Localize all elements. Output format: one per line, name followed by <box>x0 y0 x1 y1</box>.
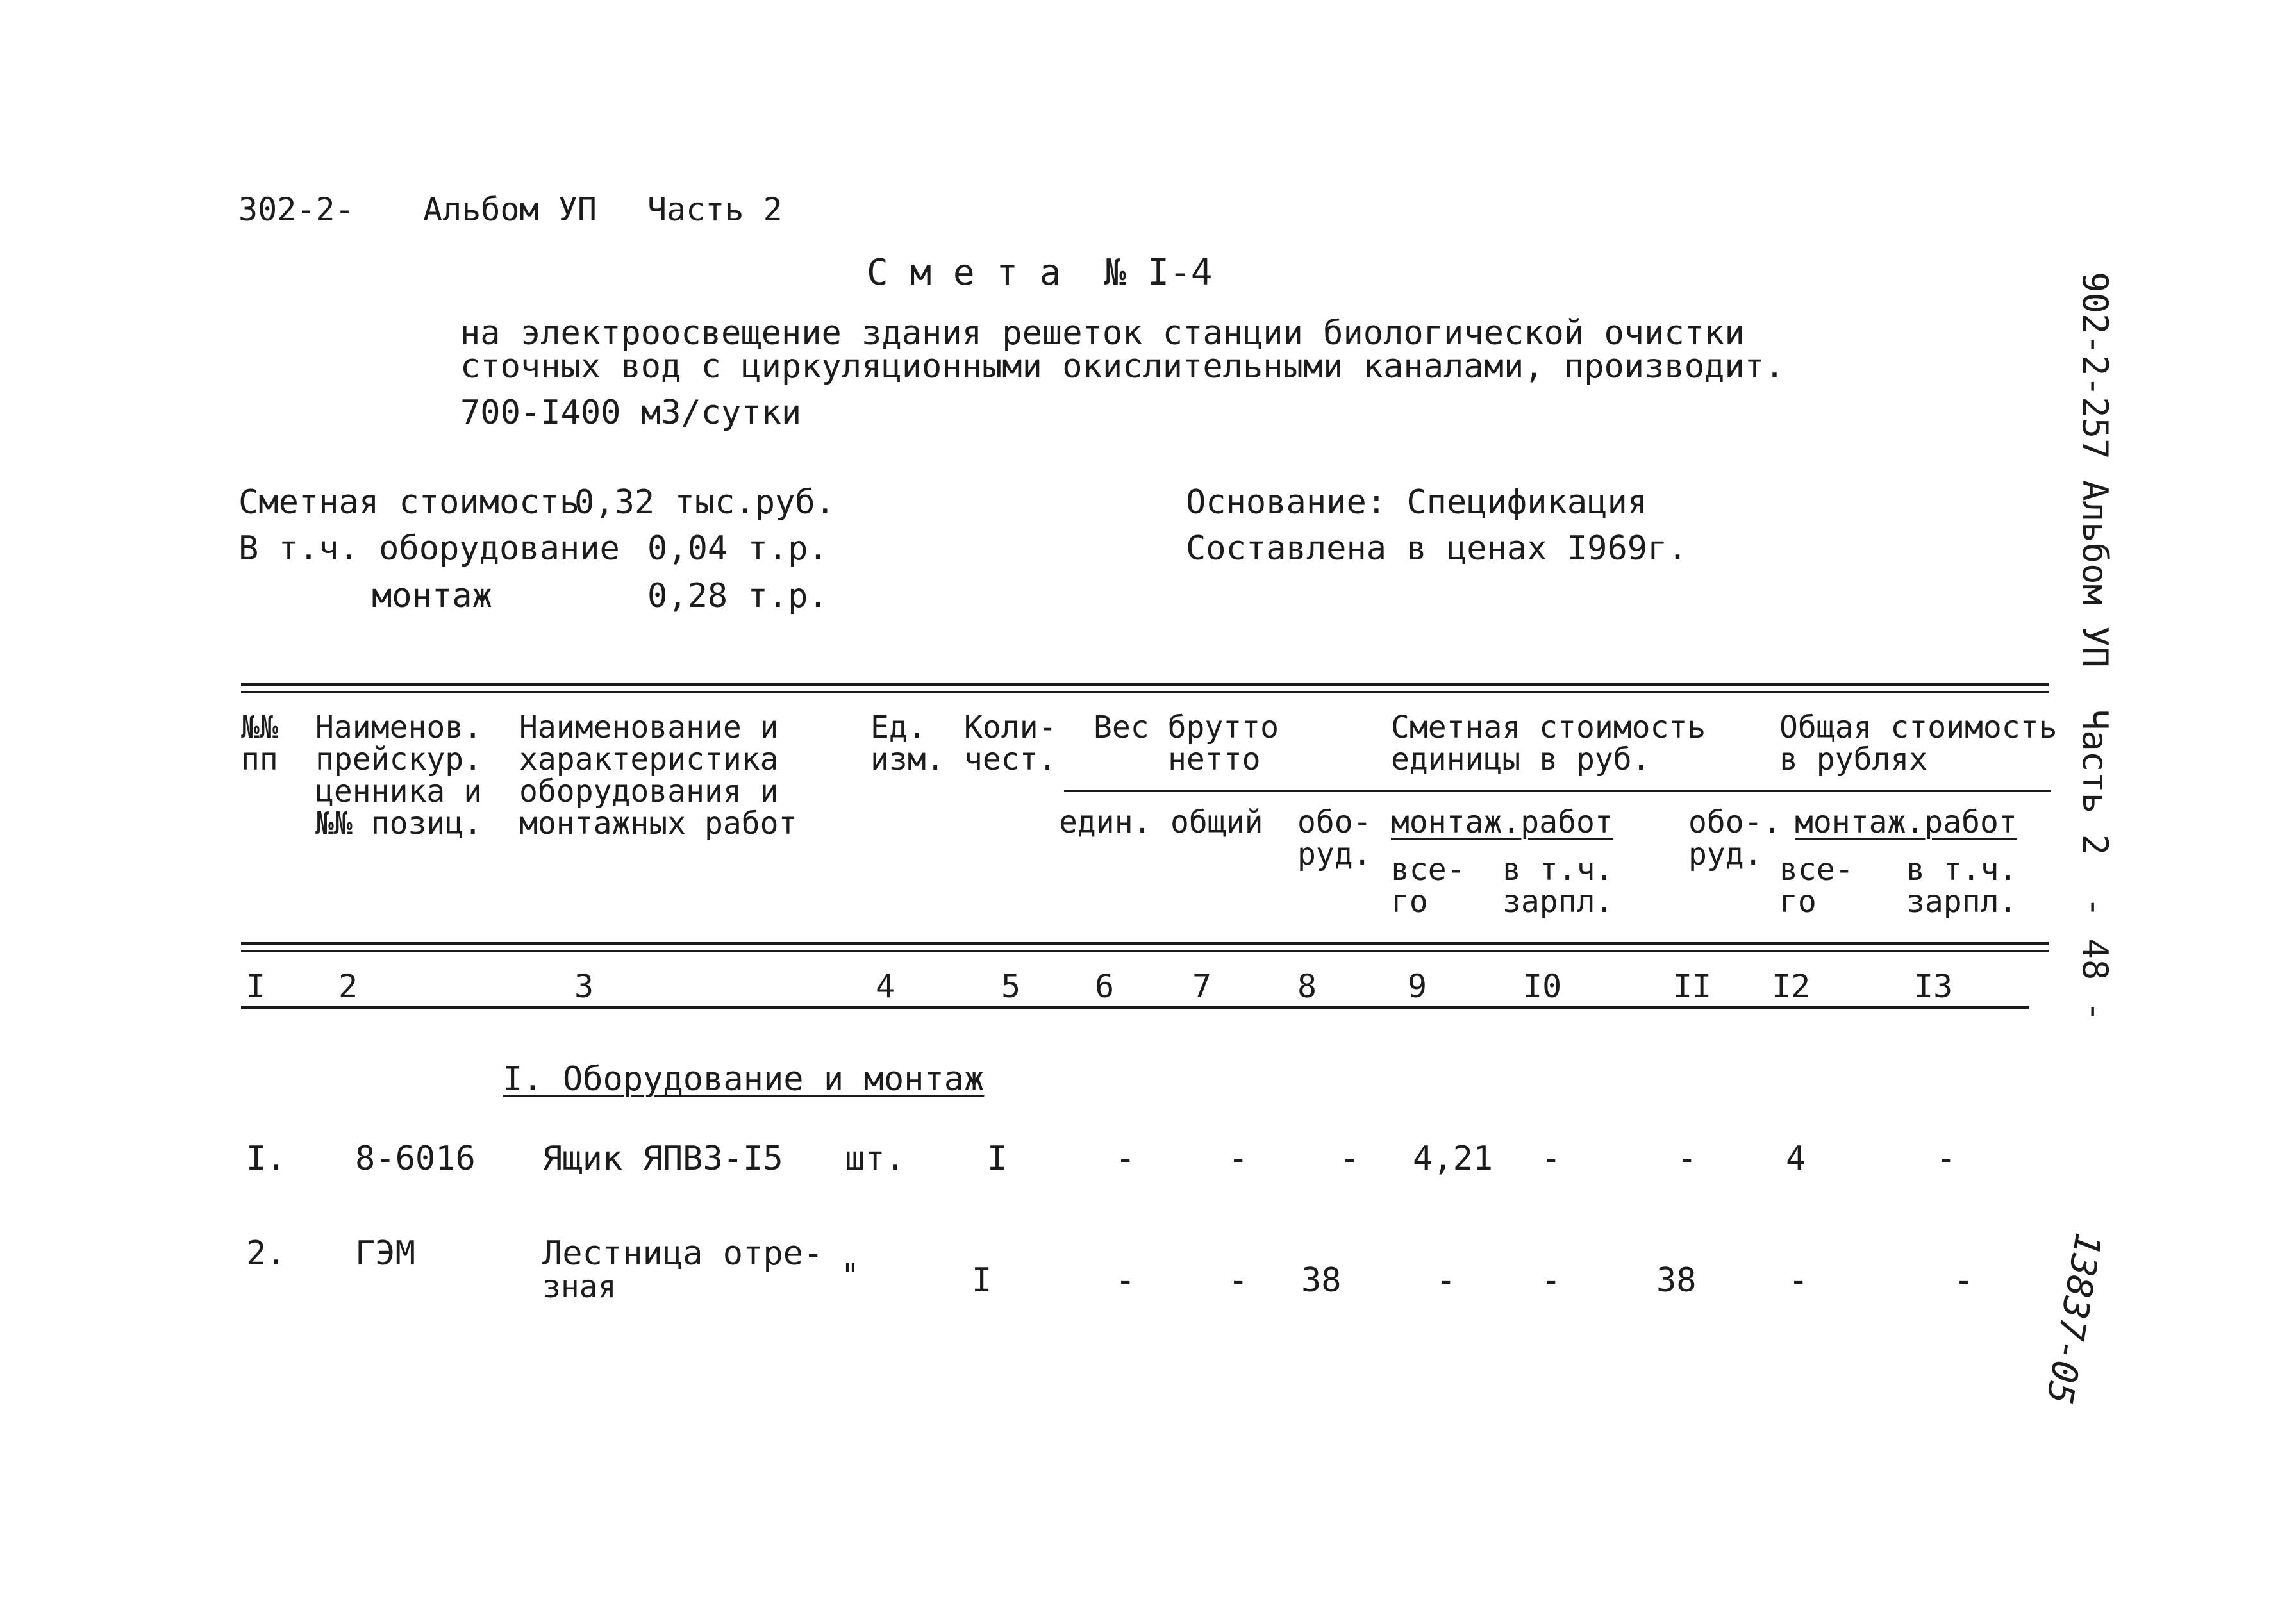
row-1-weight-total: - <box>1228 1139 1249 1178</box>
header-bottom-rule-2 <box>241 950 2049 952</box>
row-2-weight-total: - <box>1228 1261 1249 1300</box>
row-2-code: ГЭМ <box>355 1234 415 1273</box>
part-label: Часть 2 <box>647 191 783 228</box>
col-number: II <box>1673 968 1712 1005</box>
header-weight-total: общий <box>1170 804 1263 840</box>
header-col-4: Ед. изм. <box>870 709 945 777</box>
col-number: 6 <box>1095 968 1115 1005</box>
header-bottom-rule <box>241 942 2049 945</box>
row-2-qty: I <box>972 1261 992 1300</box>
row-2-install-all: - <box>1436 1261 1456 1300</box>
section-heading: I. Оборудование и монтаж <box>503 1060 985 1098</box>
row-1-weight-unit: - <box>1115 1139 1136 1178</box>
title-line-2: сточных вод с циркуляционными окислительными каналами, производит. <box>460 347 1785 386</box>
header-all-2: все- го <box>1779 852 1854 920</box>
header-all: все- го <box>1391 852 1465 920</box>
row-2-equip-total: 38 <box>1656 1261 1697 1300</box>
col-number: I2 <box>1772 968 1811 1005</box>
col-number: 4 <box>876 968 895 1005</box>
header-unit-cost: Сметная стоимость единицы в руб. <box>1391 709 1706 777</box>
incl-equipment-value: 0,04 т.р. <box>647 529 828 568</box>
title-line-3: 700-I400 м3/сутки <box>460 394 802 432</box>
header-col-3: Наименование и характеристика оборудования и монтажных работ <box>519 709 797 841</box>
install-value: 0,28 т.р. <box>647 577 828 615</box>
row-2-install-total: - <box>1788 1261 1809 1300</box>
header-install: монтаж.работ <box>1391 804 1613 840</box>
column-number-rule <box>241 1006 2029 1009</box>
header-weight-unit: един. <box>1059 804 1152 840</box>
row-1-qty: I <box>987 1139 1008 1178</box>
col-number: 9 <box>1408 968 1427 1005</box>
row-2-name: Лестница отре- <box>542 1234 824 1273</box>
basis-text: Основание: Спецификация <box>1186 483 1648 522</box>
row-1-name: Ящик ЯПВЗ-I5 <box>542 1139 783 1178</box>
col-number: 2 <box>338 968 358 1005</box>
side-stamp: 902-2-257 Альбом УП Часть 2 - 48 - <box>2075 272 2115 1022</box>
table-top-rule <box>241 683 2049 686</box>
prices-text: Составлена в ценах I969г. <box>1186 529 1688 568</box>
incl-equipment-label: В т.ч. оборудование <box>238 529 620 568</box>
row-2-number: 2. <box>246 1234 287 1273</box>
header-total-cost: Общая стоимость в рублях <box>1779 709 2058 777</box>
header-weight: Вес брутто <box>1094 709 1279 745</box>
document-title: С м е т а № I-4 <box>867 252 1213 294</box>
row-1-equip: - <box>1340 1139 1360 1178</box>
col-number: 7 <box>1192 968 1212 1005</box>
row-1-equip-total: - <box>1677 1139 1697 1178</box>
col-number: I <box>246 968 266 1005</box>
row-1-wage-total: - <box>1936 1139 1956 1178</box>
header-equip: обо- руд. <box>1297 804 1372 872</box>
header-wage-2: в т.ч. зарпл. <box>1906 852 2018 920</box>
header-col-5: Коли- чест. <box>964 709 1057 777</box>
weight-sub-rule <box>1064 790 2051 792</box>
header-col-2: Наименов. прейскур. ценника и №№ позиц. <box>315 709 483 841</box>
series-code: 302-2- <box>238 191 354 228</box>
row-1-install-wage: - <box>1541 1139 1561 1178</box>
header-col-1: №№ пп <box>241 709 278 777</box>
row-2-name-cont: зная <box>542 1269 617 1305</box>
col-number: I0 <box>1523 968 1562 1005</box>
row-2-weight-unit: - <box>1115 1261 1136 1300</box>
header-weight-net: нетто <box>1168 742 1261 777</box>
col-number: 3 <box>574 968 594 1005</box>
header-wage: в т.ч. зарпл. <box>1502 852 1614 920</box>
header-install-2: монтаж.работ <box>1795 804 2017 840</box>
row-2-equip: 38 <box>1301 1261 1342 1300</box>
row-1-install-total: 4 <box>1786 1139 1806 1178</box>
title-line-1: на электроосвещение здания решеток станции биологической очистки <box>460 314 1745 352</box>
row-1-code: 8-6016 <box>355 1139 476 1178</box>
table-top-rule-2 <box>241 691 2049 693</box>
cost-value: 0,32 тыс.руб. <box>574 483 835 522</box>
row-2-install-wage: - <box>1541 1261 1561 1300</box>
side-number: 13837-05 <box>2038 1229 2109 1407</box>
row-2-unit: " <box>841 1257 860 1293</box>
cost-label: Сметная стоимость <box>238 483 580 522</box>
col-number: 5 <box>1001 968 1021 1005</box>
col-number: I3 <box>1914 968 1953 1005</box>
install-label: монтаж <box>372 577 492 615</box>
row-1-unit: шт. <box>845 1139 905 1178</box>
row-1-number: I. <box>246 1139 287 1178</box>
row-2-wage-total: - <box>1954 1261 1974 1300</box>
album-label: Альбом УП <box>423 191 597 228</box>
row-1-install-all: 4,21 <box>1413 1139 1493 1178</box>
header-equip-2: обо-. руд. <box>1688 804 1781 872</box>
col-number: 8 <box>1297 968 1317 1005</box>
